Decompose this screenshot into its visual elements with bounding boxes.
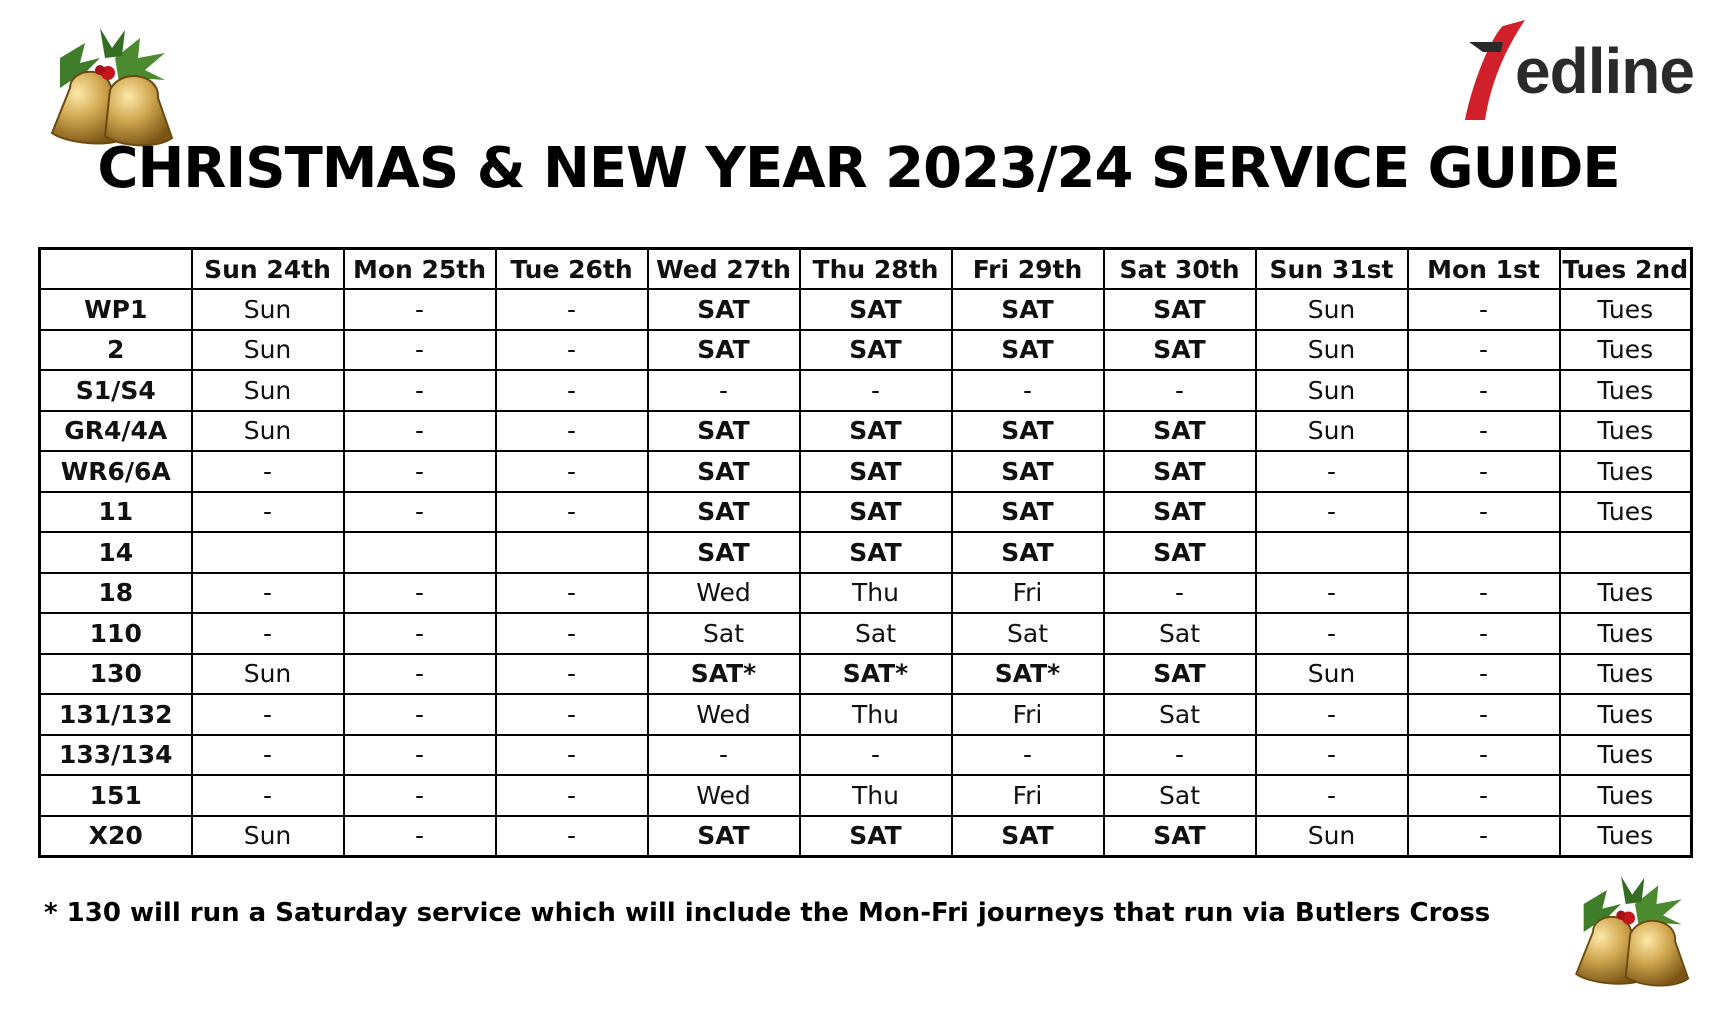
service-cell: - [1408,411,1560,452]
route-cell: 131/132 [40,694,192,735]
service-cell: Tues [1560,816,1692,857]
service-cell: SAT [800,451,952,492]
service-cell: - [192,735,344,776]
table-row [40,735,1692,776]
logo-text: edline [1515,35,1694,107]
service-cell: SAT [648,816,800,857]
service-cell: SAT [952,816,1104,857]
service-cell: - [1104,370,1256,411]
service-cell: - [496,411,648,452]
service-cell: Thu [800,694,952,735]
service-cell: - [1256,613,1408,654]
service-cell: - [496,451,648,492]
service-cell: Sun [1256,289,1408,330]
service-cell: SAT [1104,451,1256,492]
service-cell: - [496,492,648,533]
service-cell: Sun [192,816,344,857]
service-cell: SAT [648,411,800,452]
route-cell: 130 [40,654,192,695]
table-row [40,411,1692,452]
service-cell: - [1408,775,1560,816]
table-row [40,654,1692,695]
service-cell: Sat [1104,775,1256,816]
service-cell: - [344,613,496,654]
service-cell: Tues [1560,451,1692,492]
route-cell: 133/134 [40,735,192,776]
service-cell: SAT [800,816,952,857]
service-cell: SAT [952,411,1104,452]
service-cell: SAT* [952,654,1104,695]
service-cell: - [344,775,496,816]
service-cell: Fri [952,775,1104,816]
header-cell: Tue 26th [496,249,648,290]
service-cell: Tues [1560,573,1692,614]
route-cell: 14 [40,532,192,573]
service-table [38,247,1693,858]
service-cell: SAT [952,289,1104,330]
service-cell: SAT [1104,289,1256,330]
service-cell: Tues [1560,289,1692,330]
service-cell: Sun [1256,330,1408,371]
service-cell: - [344,694,496,735]
service-cell: - [344,451,496,492]
service-cell: - [1408,330,1560,371]
service-cell: Sun [192,654,344,695]
service-cell: - [1104,735,1256,776]
service-cell: - [648,370,800,411]
service-cell: - [1256,492,1408,533]
service-cell: Fri [952,694,1104,735]
service-cell: SAT [1104,330,1256,371]
route-cell: WR6/6A [40,451,192,492]
footnote: * 130 will run a Saturday service which will include the Mon-Fri journeys that run via Butlers Cross [44,898,1491,928]
service-cell: - [952,370,1104,411]
service-cell: - [1408,613,1560,654]
service-cell: SAT [1104,532,1256,573]
page-title: CHRISTMAS & NEW YEAR 2023/24 SERVICE GUIDE [97,136,1620,201]
service-cell: Thu [800,775,952,816]
route-cell: 18 [40,573,192,614]
service-cell: - [496,816,648,857]
service-cell: - [1408,492,1560,533]
service-cell [1560,532,1692,573]
table-header-row [40,249,1692,290]
service-cell: Tues [1560,775,1692,816]
table-row [40,492,1692,533]
service-cell: - [952,735,1104,776]
header-cell: Mon 1st [1408,249,1560,290]
service-cell: SAT [1104,816,1256,857]
service-cell: - [1256,451,1408,492]
service-cell: - [1408,694,1560,735]
route-cell: X20 [40,816,192,857]
service-cell: Sat [1104,694,1256,735]
table-row [40,613,1692,654]
service-cell: - [1256,775,1408,816]
service-cell: - [1408,573,1560,614]
route-cell: WP1 [40,289,192,330]
service-cell: - [496,573,648,614]
table-row [40,532,1692,573]
service-cell: SAT [648,492,800,533]
service-cell: - [344,654,496,695]
header-cell: Thu 28th [800,249,952,290]
service-cell: SAT [952,451,1104,492]
service-cell: Tues [1560,694,1692,735]
service-cell: - [800,370,952,411]
service-cell: Wed [648,694,800,735]
service-cell: SAT* [800,654,952,695]
service-cell: - [496,370,648,411]
service-cell: Sat [800,613,952,654]
service-cell: SAT [800,492,952,533]
service-cell: SAT [1104,411,1256,452]
service-cell: - [1408,654,1560,695]
service-cell [496,532,648,573]
service-cell: SAT [648,289,800,330]
service-cell: Sun [1256,816,1408,857]
table-row [40,816,1692,857]
service-cell: - [344,492,496,533]
service-cell: - [496,613,648,654]
service-cell: SAT [1104,492,1256,533]
service-cell: - [344,735,496,776]
table-row [40,573,1692,614]
service-cell: Sun [192,411,344,452]
table-row [40,370,1692,411]
service-cell: SAT [1104,654,1256,695]
service-cell: - [192,573,344,614]
service-cell: - [1256,735,1408,776]
table-body [40,289,1692,856]
service-cell: - [496,330,648,371]
service-cell: SAT [952,492,1104,533]
service-cell: SAT* [648,654,800,695]
service-cell: Tues [1560,735,1692,776]
service-cell: - [496,694,648,735]
service-cell: Sun [1256,370,1408,411]
route-cell: 2 [40,330,192,371]
service-cell: - [344,573,496,614]
service-cell: - [192,613,344,654]
header-cell: Sun 31st [1256,249,1408,290]
service-cell: Sat [648,613,800,654]
header-cell [40,249,192,290]
service-cell: - [344,411,496,452]
service-cell: Tues [1560,613,1692,654]
service-cell: - [648,735,800,776]
service-cell: Sun [1256,411,1408,452]
christmas-bells-icon [1565,862,1705,1002]
service-cell: Tues [1560,492,1692,533]
service-cell: - [344,816,496,857]
service-cell: Tues [1560,330,1692,371]
service-cell: Sun [192,370,344,411]
service-cell: - [800,735,952,776]
route-cell: 110 [40,613,192,654]
service-cell: Sat [952,613,1104,654]
service-cell: SAT [800,532,952,573]
service-cell: SAT [800,330,952,371]
service-cell: - [1408,370,1560,411]
service-cell: Sun [192,330,344,371]
header-cell: Sat 30th [1104,249,1256,290]
route-cell: 151 [40,775,192,816]
service-cell: - [192,492,344,533]
service-cell [1256,532,1408,573]
route-cell: S1/S4 [40,370,192,411]
service-cell: Tues [1560,411,1692,452]
header-cell: Tues 2nd [1560,249,1692,290]
route-cell: GR4/4A [40,411,192,452]
service-cell: - [496,289,648,330]
service-cell: SAT [648,451,800,492]
service-cell: - [1256,694,1408,735]
service-cell: Wed [648,573,800,614]
service-cell: - [1104,573,1256,614]
route-cell: 11 [40,492,192,533]
service-cell: Sun [1256,654,1408,695]
service-cell: - [496,735,648,776]
service-cell: - [1408,289,1560,330]
service-cell: SAT [648,532,800,573]
service-cell: Fri [952,573,1104,614]
service-cell: - [344,370,496,411]
service-cell: - [496,654,648,695]
service-cell: SAT [800,289,952,330]
table-row [40,289,1692,330]
header-cell: Sun 24th [192,249,344,290]
service-cell: Thu [800,573,952,614]
table-row [40,330,1692,371]
service-cell: - [1408,816,1560,857]
header-cell: Mon 25th [344,249,496,290]
service-cell: - [192,775,344,816]
header-cell: Fri 29th [952,249,1104,290]
service-cell [192,532,344,573]
service-cell: - [1408,735,1560,776]
service-cell: Tues [1560,654,1692,695]
service-cell: - [344,289,496,330]
service-cell: - [1408,451,1560,492]
service-cell [344,532,496,573]
service-cell: Wed [648,775,800,816]
redline-logo [1455,12,1694,127]
table-row [40,694,1692,735]
service-cell: Sun [192,289,344,330]
service-cell: - [192,694,344,735]
service-cell [1408,532,1560,573]
table-row [40,775,1692,816]
service-cell: Sat [1104,613,1256,654]
service-cell: - [496,775,648,816]
header-cell: Wed 27th [648,249,800,290]
service-cell: - [1256,573,1408,614]
service-cell: - [192,451,344,492]
service-cell: Tues [1560,370,1692,411]
service-cell: SAT [800,411,952,452]
service-cell: SAT [952,532,1104,573]
table-row [40,451,1692,492]
service-cell: SAT [648,330,800,371]
service-cell: SAT [952,330,1104,371]
service-cell: - [344,330,496,371]
